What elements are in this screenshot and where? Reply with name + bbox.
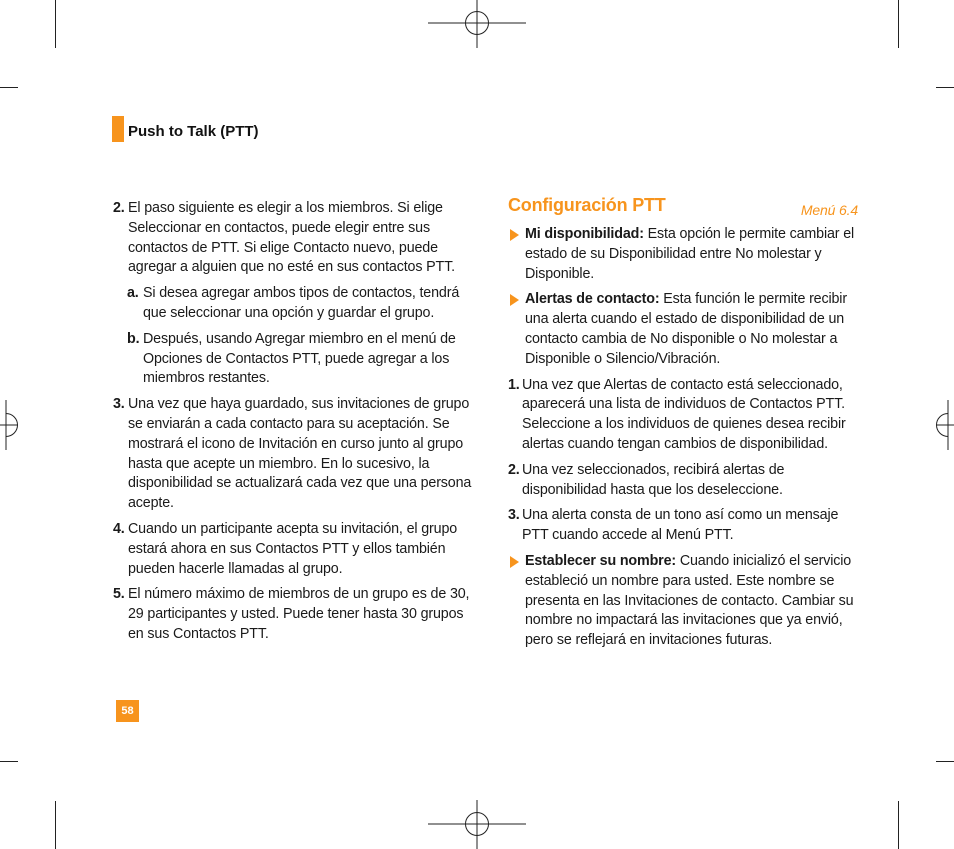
list-item-step-5: [113, 585, 473, 644]
sub-text: Después, usando Agregar miembro en el menú de Opciones de Contactos PTT, puede agregar a los miembros restantes.: [143, 330, 456, 387]
step-number: 2.: [113, 200, 125, 216]
step-number: 5.: [113, 586, 125, 603]
menu-reference: Menú 6.4: [800, 202, 858, 218]
crop-mark-bottom-right: [898, 801, 899, 849]
list-item-step-1: [508, 376, 868, 455]
step-text: Una vez que Alertas de contacto está seleccionado, aparecerá una lista de individuos de Contactos PTT. Seleccione a los individuos de quienes desea recibir alertas cuando tengan cambios de disponibilidad.: [522, 376, 846, 452]
sub-letter: a.: [127, 285, 139, 302]
bullet-label: Alertas de contacto:: [525, 291, 660, 308]
step-text: Una alerta consta de un tono así como un mensaje PTT cuando accede al Menú PTT.: [522, 507, 839, 544]
step-text: El paso siguiente es elegir a los miembros. Si elige Seleccionar en contactos, puede elegir entre sus contactos de PTT. Si elige Contacto nuevo, puede agregar a alguien que no esté en sus contactos PTT.: [128, 200, 455, 276]
section-title: Configuración PTT: [508, 195, 666, 215]
crop-mark-left-bottom: [0, 761, 18, 762]
bullet-text: Esta función le permite recibir una alerta cuando el estado de disponibilidad de un contacto cambia de No disponible o No molestar a Disponible o Silencio/Vibración.: [525, 291, 847, 367]
list-item-sub-b: [113, 330, 473, 389]
registration-mark-left: [0, 400, 18, 450]
bullet-text: Esta opción le permite cambiar el estado de su Disponibilidad entre No molestar y Disponible.: [525, 226, 855, 282]
list-item-step-2: [508, 461, 868, 501]
bullet-label: Establecer su nombre:: [525, 552, 676, 569]
list-item-sub-a: [113, 284, 473, 324]
list-item-step-3: [113, 395, 473, 514]
step-number: 3.: [113, 396, 125, 413]
registration-mark-top: [428, 0, 526, 48]
list-item-step-4: [113, 520, 473, 579]
list-item-step-2: [113, 199, 473, 278]
step-number: 2.: [508, 461, 520, 478]
bullet-mi-disponibilidad: [508, 225, 868, 284]
step-text: El número máximo de miembros de un grupo es de 30, 29 participantes y usted. Puede tener hasta 30 grupos en sus Contactos PTT.: [128, 586, 470, 642]
crop-mark-bottom-left: [55, 801, 56, 849]
crop-mark-left-top: [0, 87, 18, 88]
bullet-text: Cuando inicializó el servicio estableció un nombre para usted. Este nombre se presenta en las Invitaciones de contacto. Cambiar su nombre no impactará las invitaciones que ya envió, pero se reflejará en invitaciones futuras.: [525, 552, 854, 649]
step-number: 1.: [508, 376, 520, 393]
page-number: 58: [121, 705, 134, 717]
crop-mark-right-bottom: [936, 761, 954, 762]
sub-letter: b.: [127, 330, 140, 347]
left-column: [113, 199, 473, 651]
list-item-step-3: [508, 506, 868, 546]
registration-mark-right: [936, 400, 954, 450]
step-text: Cuando un participante acepta su invitación, el grupo estará ahora en sus Contactos PTT y ellos también pueden hacerle llamadas al grupo.: [128, 520, 458, 577]
bullet-label: Mi disponibilidad:: [525, 226, 644, 242]
bullet-alertas-de-contacto: [508, 290, 868, 369]
crop-mark-right-top: [936, 87, 954, 88]
step-number: 4.: [113, 520, 125, 537]
step-number: 3.: [508, 507, 520, 524]
triangle-bullet-icon: [510, 294, 519, 306]
page-number-badge: [116, 700, 139, 722]
registration-mark-bottom: [428, 800, 526, 849]
bullet-establecer-su-nombre: [508, 552, 868, 651]
step-text: Una vez seleccionados, recibirá alertas de disponibilidad hasta que los deseleccione.: [522, 461, 785, 498]
section-header: [508, 195, 868, 225]
crop-mark-top-right: [898, 0, 899, 48]
triangle-bullet-icon: [510, 229, 519, 241]
page-header-title: Push to Talk (PTT): [128, 123, 259, 140]
right-column: [508, 195, 868, 657]
triangle-bullet-icon: [510, 556, 519, 568]
crop-mark-top-left: [55, 0, 56, 48]
header-accent-bar: [112, 116, 124, 142]
sub-text: Si desea agregar ambos tipos de contactos, tendrá que seleccionar una opción y guardar el grupo.: [143, 285, 460, 321]
step-text: Una vez que haya guardado, sus invitaciones de grupo se enviarán a cada contacto para su aceptación. Se mostrará el icono de Invitación en curso junto al grupo hasta que acepte un miembro. En lo sucesivo, la disponibilidad se actualizará cada vez que una persona acepte.: [128, 396, 472, 512]
